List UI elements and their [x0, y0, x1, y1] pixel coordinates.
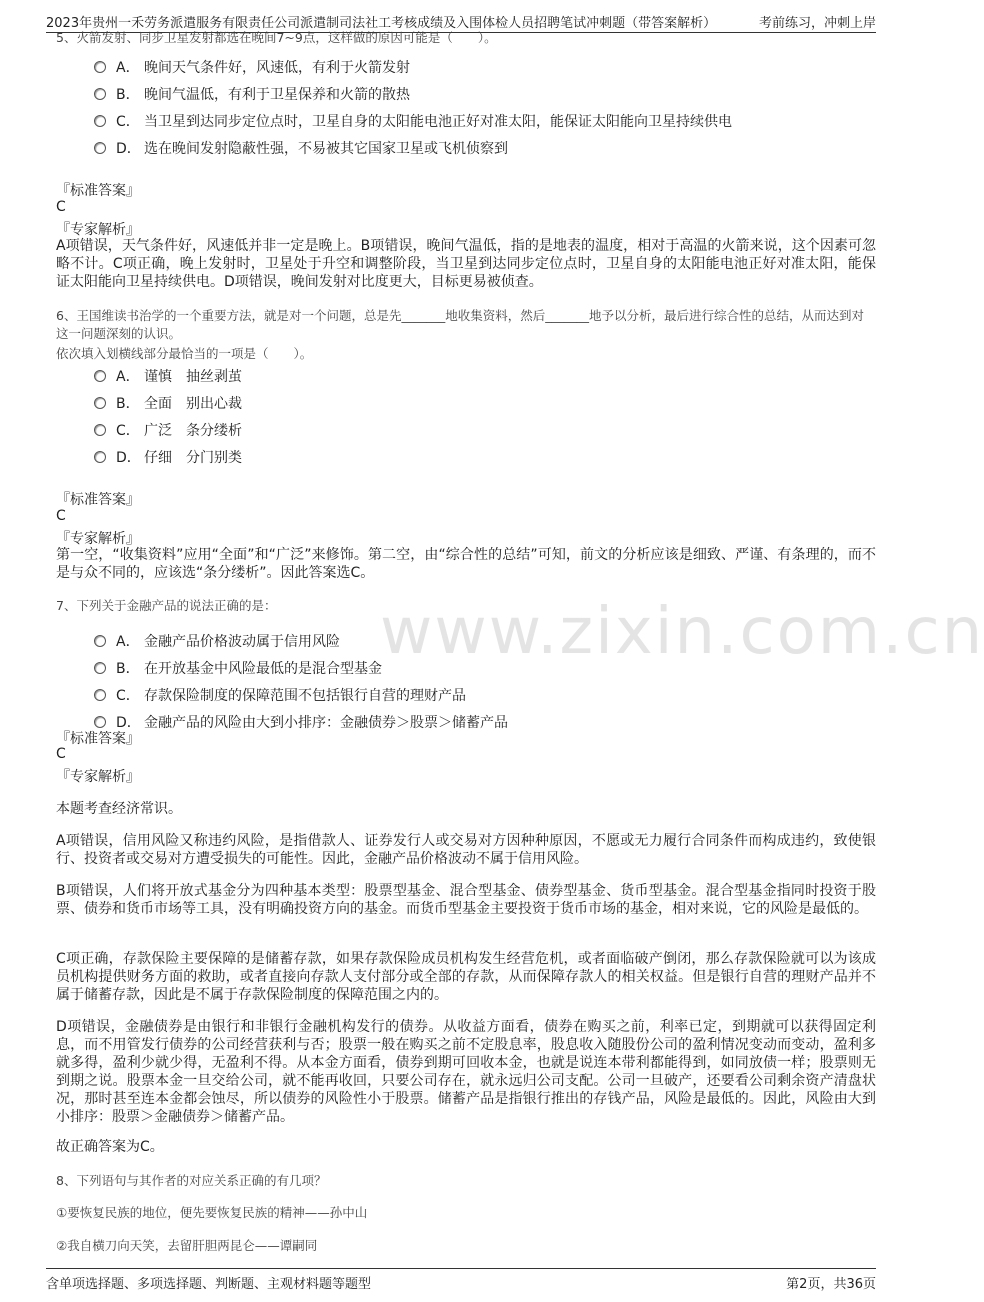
q7-answer: C [56, 746, 66, 762]
q6-option-d[interactable]: D． 仔细 分门别类 [94, 448, 242, 468]
radio-icon[interactable] [94, 424, 106, 436]
q7-analysis-a: A项错误，信用风险又称违约风险，是指借款人、证券发行人或交易对方因种种原因，不愿或无力履行合同条件而构成违约，致使银行、投资者或交易对方遭受损失的可能性。因此，金融产品价格波动不属于信用风险。 [56, 833, 876, 867]
q6-option-a[interactable]: A． 谨慎 抽丝剥茧 [94, 367, 242, 387]
header-title: 2023年贵州一禾劳务派遣服务有限责任公司派遣制司法社工考核成绩及入围体检人员招聘笔试冲刺题（带答案解析） [46, 16, 717, 31]
q5-answer-label: 『标准答案』 [56, 183, 140, 199]
q6-stem-instruction: 依次填入划横线部分最恰当的一项是（ ）。 [56, 346, 313, 361]
q6-analysis-label: 『专家解析』 [56, 531, 140, 547]
q6-answer: C [56, 508, 66, 524]
radio-icon[interactable] [94, 397, 106, 409]
header-slogan: 考前练习，冲刺上岸 [758, 16, 876, 31]
page-number: 第2页，共36页 [786, 1277, 876, 1292]
q7-analysis-conclusion: 故正确答案为C。 [56, 1139, 164, 1155]
radio-icon[interactable] [94, 61, 106, 73]
q6-option-b[interactable]: B． 全面 别出心裁 [94, 394, 242, 414]
page-footer [46, 1268, 876, 1293]
q5-stem: 5、火箭发射、同步卫星发射都选在晚间7~9点，这样做的原因可能是（ ）。 [56, 30, 497, 45]
q5-analysis: A项错误，天气条件好，风速低并非一定是晚上。B项错误，晚间气温低，指的是地表的温度，相对于高温的火箭来说，这个因素可忽略不计。C项正确，晚上发射时，卫星处于升空和调整阶段，当卫星到达同步定位点时，卫星自身的太阳能电池正好对准太阳，能保证太阳能向卫星持续供电。D项错误，晚间发射对比度更大，目标更易被侦查。 [56, 238, 876, 290]
radio-icon[interactable] [94, 689, 106, 701]
q8-stem: 8、下列语句与其作者的对应关系正确的有几项？ [56, 1173, 327, 1188]
q7-analysis-c: C项正确，存款保险主要保障的是储蓄存款，如果存款保险成员机构发生经营危机，或者面临破产倒闭，那么存款保险就可以为该成员机构提供财务方面的救助，或者直接向存款人支付部分或全部的存款，从而保障存款人的相关权益。但是银行自营的理财产品并不属于储蓄存款，因此是不属于存款保险制度的保障范围之内的。 [56, 951, 876, 1003]
q5-option-c[interactable]: C． 当卫星到达同步定位点时，卫星自身的太阳能电池正好对准太阳，能保证太阳能向卫星持续供电 [94, 112, 732, 132]
q7-analysis-intro: 本题考查经济常识。 [56, 801, 182, 817]
q5-answer: C [56, 199, 66, 215]
watermark: www.zixin.com.cn [380, 595, 984, 669]
q7-analysis-label: 『专家解析』 [56, 769, 140, 785]
radio-icon[interactable] [94, 88, 106, 100]
q8-statement-1: ①要恢复民族的地位，便先要恢复民族的精神——孙中山 [56, 1205, 368, 1220]
q5-option-b[interactable]: B． 晚间气温低，有利于卫星保养和火箭的散热 [94, 85, 410, 105]
radio-icon[interactable] [94, 635, 106, 647]
q7-option-a[interactable]: A． 金融产品价格波动属于信用风险 [94, 632, 340, 652]
radio-icon[interactable] [94, 662, 106, 674]
footer-question-types: 含单项选择题、多项选择题、判断题、主观材料题等题型 [46, 1277, 372, 1292]
radio-icon[interactable] [94, 451, 106, 463]
q7-option-d[interactable]: D． 金融产品的风险由大到小排序：金融债券＞股票＞储蓄产品 [94, 713, 508, 733]
q6-analysis: 第一空，“收集资料”应用“全面”和“广泛”来修饰。第二空，由“综合性的总结”可知，前文的分析应该是细致、严谨、有条理的，而不是与众不同的，应该选“条分缕析”。因此答案选C。 [56, 547, 876, 581]
radio-icon[interactable] [94, 716, 106, 728]
q7-option-c[interactable]: C． 存款保险制度的保障范围不包括银行自营的理财产品 [94, 686, 466, 706]
q7-analysis-b: B项错误，人们将开放式基金分为四种基本类型：股票型基金、混合型基金、债券型基金、货币型基金。混合型基金指同时投资于股票、债券和货币市场等工具，没有明确投资方向的基金。而货币型基金主要投资于货币市场的基金，相对来说，它的风险是最低的。 [56, 883, 876, 917]
radio-icon[interactable] [94, 370, 106, 382]
q6-stem: 6、王国维读书治学的一个重要方法，就是对一个问题，总是先_______地收集资料，然后_______地予以分析，最后进行综合性的总结，从而达到对这一问题深刻的认识。 [56, 308, 864, 341]
q7-option-b[interactable]: B． 在开放基金中风险最低的是混合型基金 [94, 659, 382, 679]
q7-analysis-d: D项错误，金融债券是由银行和非银行金融机构发行的债券。从收益方面看，债券在购买之前，利率已定，到期就可以获得固定利息，而不用管发行债券的公司经营获利与否；股票一般在购买之前不定股息率，股息收入随股份公司的盈利情况变动而变动，盈利多就多得，盈利少就少得，无盈利不得。从本金方面看，债券到期可回收本金，也就是说连本带利都能得到，如同放债一样；股票则无到期之说。股票本金一旦交给公司，就不能再收回，只要公司存在，就永远归公司支配。公司一旦破产，还要看公司剩余资产清盘状况，那时甚至连本金都会蚀尽，所以债券的风险性小于股票。储蓄产品是指银行推出的存钱产品，风险是最低的。因此，风险由大到小排序：股票＞金融债券＞储蓄产品。 [56, 1019, 876, 1125]
q7-stem: 7、下列关于金融产品的说法正确的是： [56, 598, 277, 613]
q6-answer-label: 『标准答案』 [56, 492, 140, 508]
q8-statement-2: ②我自横刀向天笑，去留肝胆两昆仑——谭嗣同 [56, 1238, 318, 1253]
q5-option-a[interactable]: A． 晚间天气条件好，风速低，有利于火箭发射 [94, 58, 410, 78]
q6-option-c[interactable]: C． 广泛 条分缕析 [94, 421, 242, 441]
radio-icon[interactable] [94, 115, 106, 127]
radio-icon[interactable] [94, 142, 106, 154]
q5-option-d[interactable]: D． 选在晚间发射隐蔽性强，不易被其它国家卫星或飞机侦察到 [94, 139, 508, 159]
q5-analysis-label: 『专家解析』 [56, 222, 140, 238]
q7-answer-label: 『标准答案』 [56, 731, 140, 747]
